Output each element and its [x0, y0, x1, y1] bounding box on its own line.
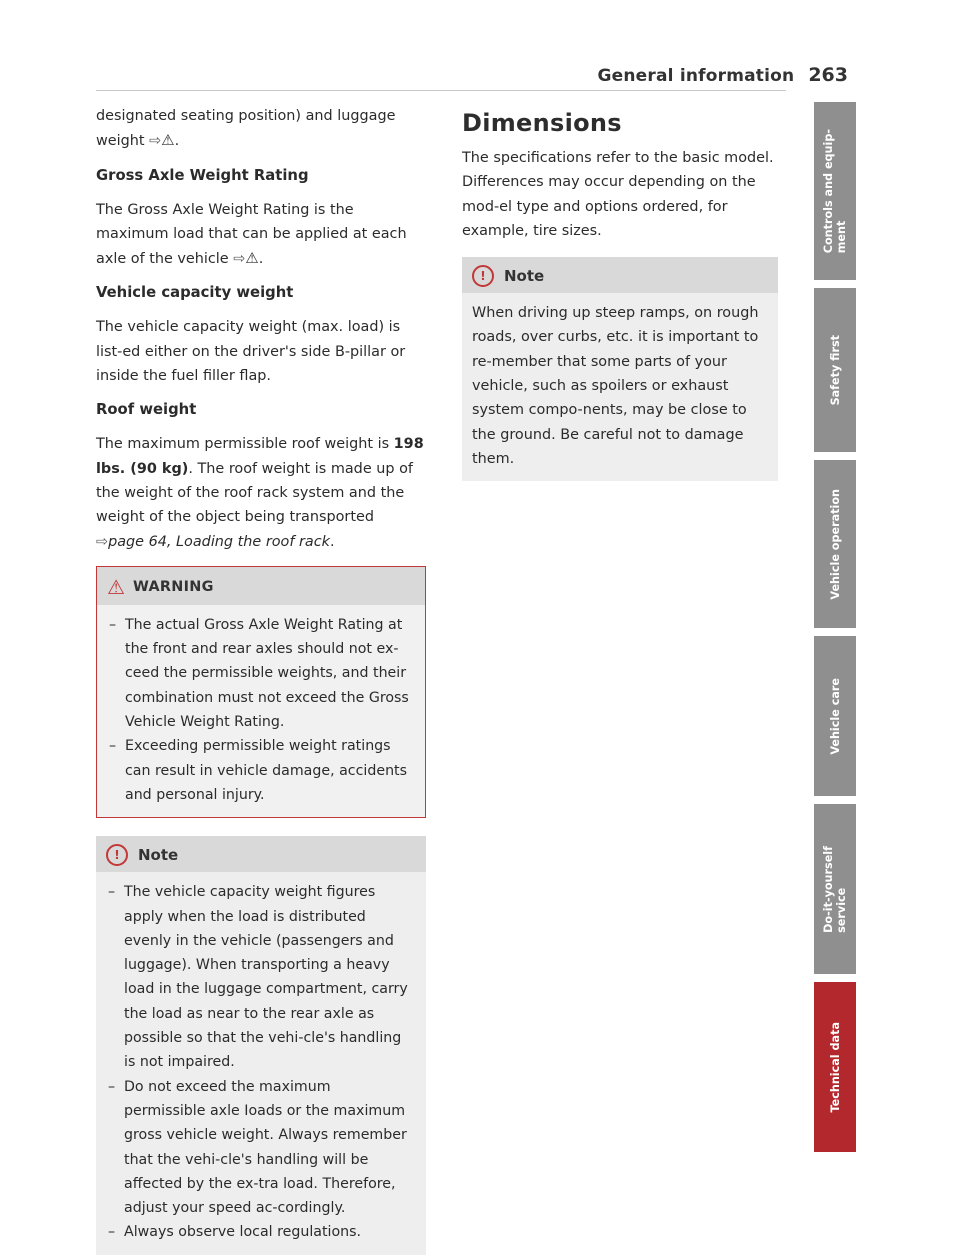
dimensions-note-box: [462, 257, 778, 481]
header-rule: [96, 90, 786, 91]
tab-label: Safety first: [828, 334, 842, 406]
note-header: [462, 257, 778, 293]
tab-do-it-yourself-service[interactable]: [814, 804, 856, 974]
warning-box: [96, 566, 426, 818]
tab-controls-and-equipment[interactable]: [814, 102, 856, 280]
roof-rack-page-link[interactable]: page 64, Loading the roof rack: [108, 533, 330, 550]
note-title: Note: [504, 267, 545, 286]
warning-triangle-icon: ⚠: [245, 249, 259, 268]
gross-axle-heading: Gross Axle Weight Rating: [96, 166, 309, 184]
ref-arrow-icon[interactable]: ⇨: [233, 251, 246, 268]
section-title: General information: [597, 66, 795, 86]
roof-paragraph: The maximum permissible roof weight is 198 lbs. (90 kg). The roof weight is made up of the weight of the roof rack system and the weight of the object being transported ⇨page 64, Loading the roof rack.: [96, 436, 424, 550]
note-body: [462, 293, 778, 481]
roof-weight-value: 198 lbs. (90 kg): [96, 436, 424, 477]
warning-title: WARNING: [132, 578, 214, 595]
note-body: [96, 872, 426, 1254]
list-item: – Always observe local regulations.: [106, 1220, 416, 1244]
list-item: – The actual Gross Axle Weight Rating at the front and rear axles should not ex-ceed the permissible weights, and their combination must not exceed the Gross Vehicle Weight Rating.: [107, 613, 415, 734]
warning-body: [97, 605, 425, 817]
note-exclamation-icon: !: [106, 844, 128, 866]
tab-label: Technical data: [828, 1021, 842, 1113]
warning-triangle-icon: ⚠: [107, 574, 125, 599]
tab-label: Do-it-yourself service: [822, 845, 848, 933]
ref-arrow-icon[interactable]: ⇨: [149, 133, 162, 150]
tab-label: Controls and equip- ment: [822, 128, 848, 254]
note-exclamation-icon: !: [472, 265, 494, 287]
gross-axle-paragraph: The Gross Axle Weight Rating is the maximum load that can be applied at each axle of the vehicle ⇨⚠.: [96, 201, 407, 268]
tab-safety-first[interactable]: [814, 288, 856, 452]
dimensions-paragraph: The specifications refer to the basic model. Differences may occur depending on the mod-el type and options ordered, for example, tire sizes.: [462, 150, 774, 239]
warning-triangle-icon: ⚠: [161, 131, 175, 150]
capacity-paragraph: The vehicle capacity weight (max. load) is list-ed either on the driver's side B-pillar or inside the fuel filler flap.: [96, 319, 406, 385]
list-item: – Do not exceed the maximum permissible axle Ioads or the maximum gross vehicle weight. Always remember that the vehi-cle's handling will be affected by the ex-tra load. Therefore, adjust your speed ac-cordingly.: [106, 1075, 416, 1221]
page-number: 263: [808, 64, 848, 86]
left-column: [96, 104, 426, 1255]
list-item: – Exceeding permissible weight ratings can result in vehicle damage, accidents and personal injury.: [107, 734, 415, 807]
tab-technical-data[interactable]: [814, 982, 856, 1152]
note-header: [96, 836, 426, 872]
note-title: Note: [138, 846, 179, 865]
list-item: – The vehicle capacity weight figures apply when the load is distributed evenly in the vehicle (passengers and luggage). When transporting a heavy load in the luggage compartment, carry the load as near to the rear axle as possible so that the vehi-cle's handling is not impaired.: [106, 880, 416, 1074]
roof-heading: Roof weight: [96, 401, 197, 419]
intro-paragraph: designated seating position) and luggage weight ⇨⚠.: [96, 108, 396, 150]
note-box: [96, 836, 426, 1254]
tab-label: Vehicle care: [828, 677, 842, 755]
capacity-heading: Vehicle capacity weight: [96, 284, 294, 302]
right-column: [462, 104, 778, 481]
tab-label: Vehicle operation: [828, 488, 842, 600]
dimensions-title: Dimensions: [462, 109, 622, 137]
tab-vehicle-care[interactable]: [814, 636, 856, 796]
ref-arrow-icon: ⇨: [96, 533, 109, 550]
running-header: [546, 64, 848, 86]
tab-vehicle-operation[interactable]: [814, 460, 856, 628]
warning-header: [97, 567, 425, 605]
dimensions-note-text: When driving up steep ramps, on rough roads, over curbs, etc. it is important to re-member that some parts of your vehicle, such as spoilers or exhaust system compo-nents, may be close to the ground. Be careful not to damage them.: [472, 305, 759, 467]
